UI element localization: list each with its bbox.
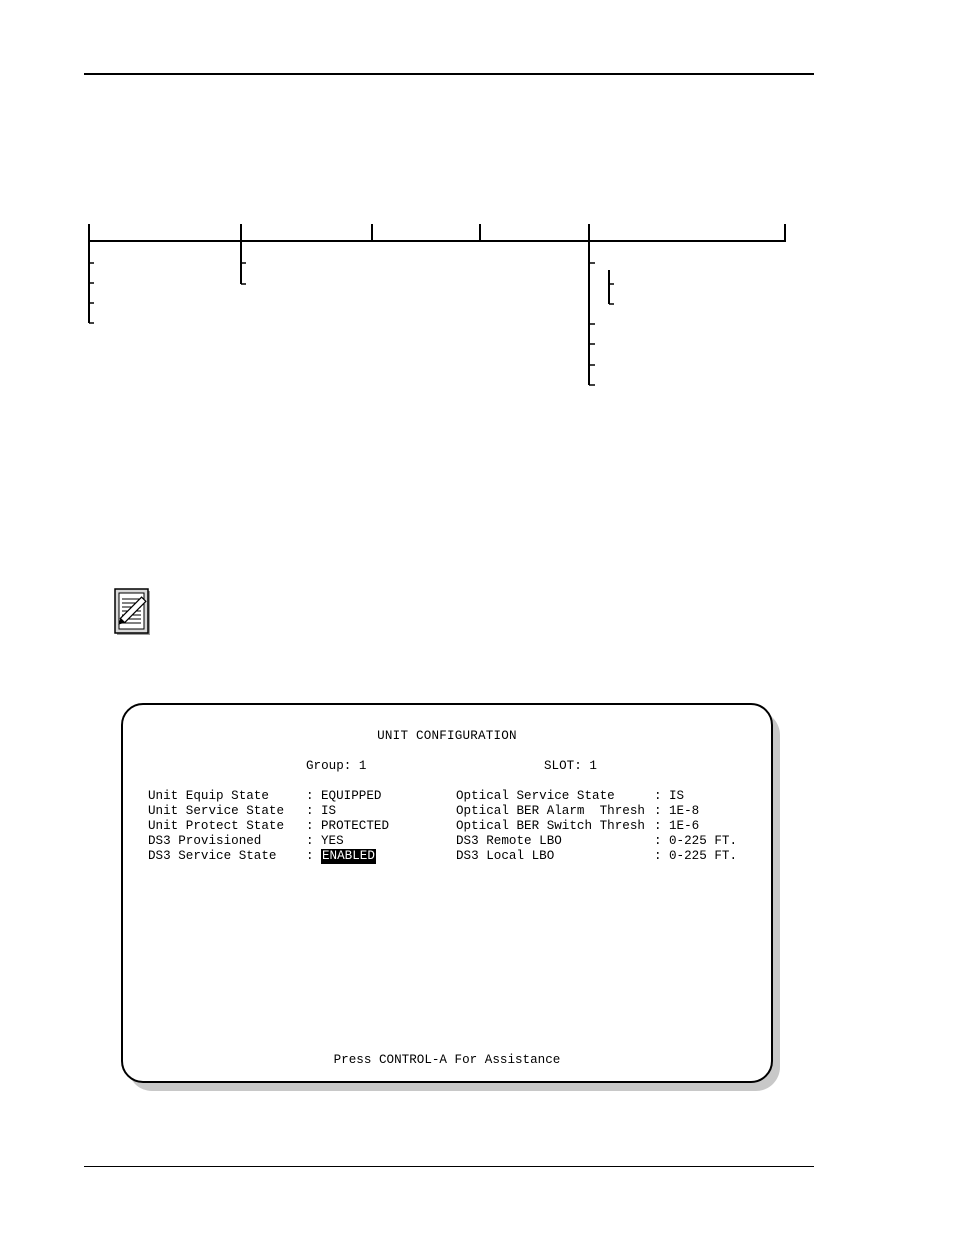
field-value[interactable]: IS	[669, 789, 685, 803]
field-label: DS3 Service State	[148, 849, 277, 863]
field-label: Optical BER Alarm Thresh	[456, 804, 645, 818]
field-label: Unit Equip State	[148, 789, 269, 803]
field-label: Optical BER Switch Thresh	[456, 819, 645, 833]
field-value[interactable]: 1E-6	[669, 819, 700, 833]
menu-tree-diagram	[0, 0, 954, 420]
field-label: DS3 Provisioned	[148, 834, 262, 848]
field-row: Optical BER Switch Thresh : 1E-6	[456, 819, 700, 833]
group-number: Group: 1	[306, 759, 367, 773]
field-row: Unit Equip State : EQUIPPED	[148, 789, 382, 803]
field-label: Unit Service State	[148, 804, 285, 818]
screen-title: UNIT CONFIGURATION	[377, 729, 517, 743]
field-row: DS3 Service State : ENABLED	[148, 849, 375, 863]
help-prompt: Press CONTROL-A For Assistance	[333, 1053, 561, 1067]
field-label: DS3 Remote LBO	[456, 834, 562, 848]
field-value[interactable]: YES	[321, 834, 344, 848]
field-value[interactable]: 0-225 FT.	[669, 834, 738, 848]
unit-configuration-screen	[121, 703, 773, 1083]
field-label: Unit Protect State	[148, 819, 285, 833]
field-row: DS3 Provisioned : YES	[148, 834, 344, 848]
footer-rule	[84, 1166, 814, 1167]
unit-fields	[148, 789, 389, 864]
field-value[interactable]: IS	[321, 804, 337, 818]
selected-field-value[interactable]: ENABLED	[322, 849, 375, 863]
field-value[interactable]: EQUIPPED	[321, 789, 382, 803]
field-row: DS3 Local LBO : 0-225 FT.	[456, 849, 738, 863]
field-value[interactable]: 0-225 FT.	[669, 849, 738, 863]
field-value[interactable]: PROTECTED	[321, 819, 390, 833]
field-label: DS3 Local LBO	[456, 849, 555, 863]
slot-number: SLOT: 1	[544, 759, 597, 773]
optical-fields	[456, 789, 737, 864]
note-pad-icon	[114, 588, 152, 636]
field-row: DS3 Remote LBO : 0-225 FT.	[456, 834, 738, 848]
field-row: Optical BER Alarm Thresh : 1E-8	[456, 804, 700, 818]
field-label: Optical Service State	[456, 789, 615, 803]
field-row: Unit Service State : IS	[148, 804, 337, 818]
field-row: Unit Protect State : PROTECTED	[148, 819, 390, 833]
field-value[interactable]: 1E-8	[669, 804, 700, 818]
field-row: Optical Service State : IS	[456, 789, 685, 803]
